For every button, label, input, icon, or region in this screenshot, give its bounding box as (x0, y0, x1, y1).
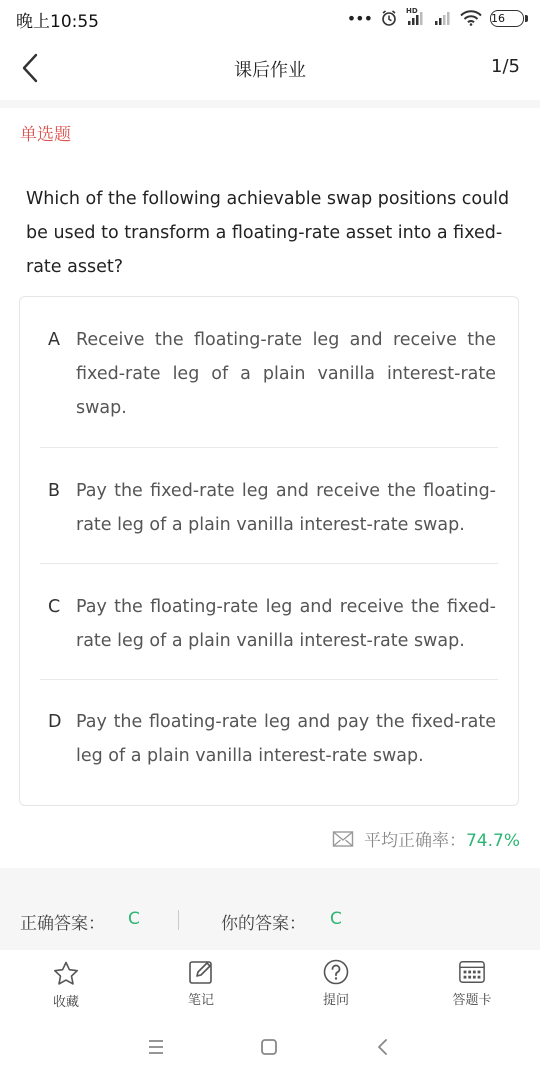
back-button[interactable] (14, 50, 46, 86)
page-title: 课后作业 (234, 60, 306, 81)
hd-signal-icon (406, 7, 426, 26)
average-accuracy (332, 826, 520, 851)
tab-ask[interactable] (291, 958, 381, 1008)
envelope-icon (332, 830, 354, 848)
your-answer-label: 你的答案： (221, 914, 306, 934)
option-a[interactable] (20, 323, 518, 425)
nav-bar (0, 36, 540, 100)
tab-label: 答题卡 (452, 993, 492, 1008)
battery-icon: 16 (490, 10, 524, 27)
correct-answer-label: 正确答案： (20, 914, 105, 934)
wifi-icon (460, 10, 482, 26)
option-d[interactable] (20, 705, 518, 773)
status-icons (347, 8, 524, 28)
answer-row (0, 890, 540, 950)
accuracy-value: 74.7% (465, 831, 520, 851)
question-text: Which of the following achievable swap positions could be used to transform a floating-rate asset into a fixed-rate asset? (26, 189, 510, 277)
back-nav-icon[interactable] (372, 1036, 394, 1062)
option-letter: B (48, 481, 61, 501)
tab-favorite[interactable] (21, 960, 111, 1010)
bottom-toolbar (0, 950, 540, 1020)
answer-separator (178, 910, 179, 930)
option-letter: D (48, 712, 62, 732)
option-text: Pay the floating-rate leg and pay the fixed-rate leg of a plain vanilla interest-rate swap. (76, 712, 496, 766)
option-divider (40, 679, 498, 680)
status-bar (0, 0, 540, 36)
option-letter: A (48, 330, 60, 350)
star-icon (52, 960, 80, 988)
question-progress: 1/5 (491, 56, 520, 77)
option-letter: C (48, 597, 61, 617)
question-content (0, 154, 540, 810)
question-type-bar (0, 108, 540, 154)
option-c[interactable] (20, 590, 518, 658)
hd-label: HD (406, 7, 418, 15)
option-b[interactable] (20, 474, 518, 542)
question-icon (322, 958, 350, 986)
option-divider (40, 563, 498, 564)
menu-icon[interactable] (145, 1036, 167, 1062)
tab-answer-card[interactable] (427, 958, 517, 1008)
home-icon[interactable] (258, 1036, 280, 1062)
answer-card-icon (458, 958, 486, 986)
more-dots-icon: ••• (346, 8, 372, 28)
option-divider (40, 447, 498, 448)
tab-label: 提问 (322, 993, 349, 1008)
option-text: Pay the floating-rate leg and receive the fixed-rate leg of a plain vanilla interest-rate swap. (76, 597, 496, 651)
accuracy-row (0, 810, 540, 868)
option-text: Pay the fixed-rate leg and receive the floating-rate leg of a plain vanilla interest-rate swap. (76, 481, 496, 535)
signal-icon (434, 10, 452, 26)
note-edit-icon (187, 958, 215, 986)
your-answer-value: C (330, 909, 342, 929)
tab-label: 笔记 (187, 993, 214, 1008)
alarm-icon (380, 9, 398, 27)
status-time: 晚上10:55 (16, 12, 99, 32)
question-type-label: 单选题 (20, 125, 71, 145)
system-nav-bar (0, 1020, 540, 1080)
options-card (19, 296, 519, 806)
tab-label: 收藏 (52, 995, 79, 1010)
option-text: Receive the floating-rate leg and receive the fixed-rate leg of a plain vanilla interest-rate swap. (76, 330, 496, 418)
correct-answer-value: C (128, 909, 140, 929)
tab-notes[interactable] (156, 958, 246, 1008)
chevron-left-icon (21, 53, 39, 83)
accuracy-label: 平均正确率： (363, 831, 466, 851)
